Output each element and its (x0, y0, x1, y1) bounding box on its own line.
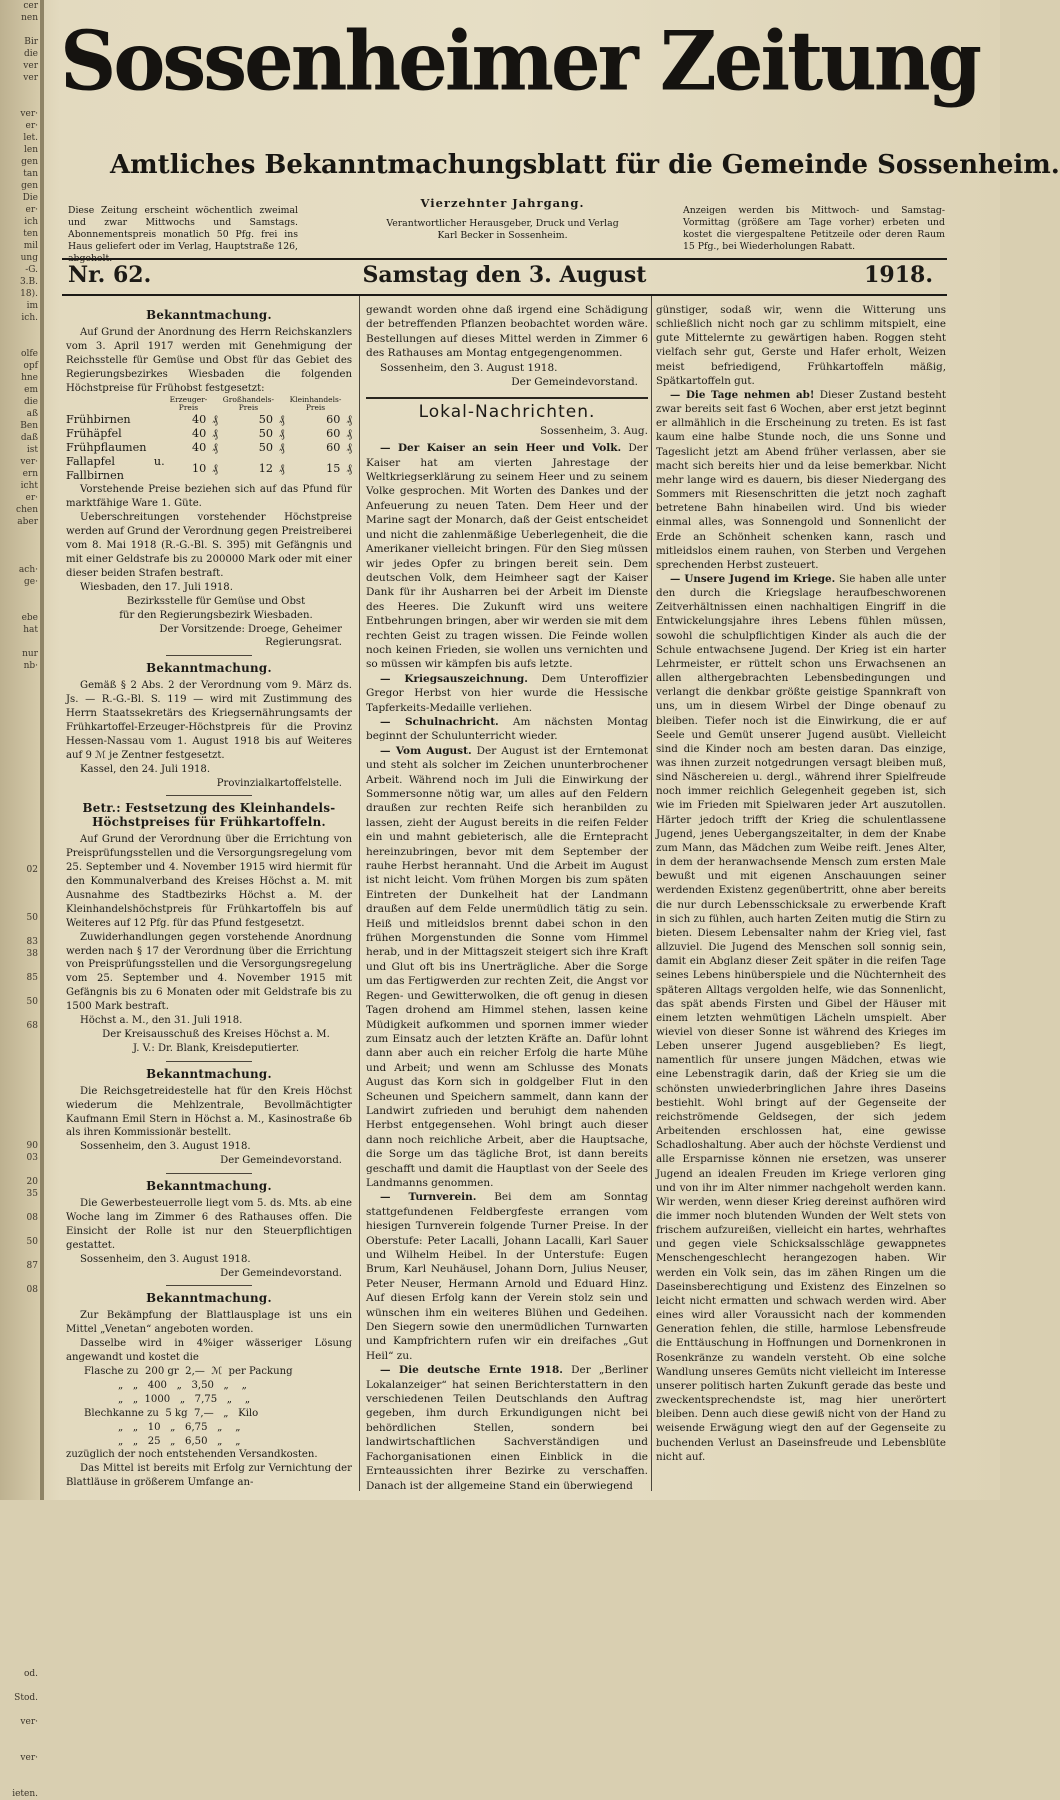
gutter-fragment (0, 1032, 40, 1044)
separator (166, 795, 252, 796)
news-item (366, 441, 648, 672)
gutter-fragment: gen (21, 157, 38, 167)
notice-signature: J. V.: Dr. Blank, Kreisdeputierter. (132, 1042, 300, 1054)
left-gutter-fragments (0, 0, 40, 1799)
gutter-fragment (0, 1764, 40, 1776)
gutter-fragment: 08 (26, 1285, 38, 1295)
notice-title: Betr.: Festsetzung des Kleinhandels-Höchstpreises für Frühkartoffeln. (82, 801, 336, 830)
notice-text: Zur Bekämpfung der Blattlausplage ist uns ein Mittel „Venetan“ angeboten worden. (66, 1310, 352, 1336)
notice-text: Das Mittel ist bereits mit Erfolg zur Vernichtung der Blattläuse in größerem Umfange an- (66, 1463, 352, 1489)
gutter-fragment: 50 (26, 997, 38, 1007)
price-item-name: Fallapfel u. Fallbirnen (66, 455, 165, 483)
gutter-fragment: hat (23, 625, 38, 635)
gutter-fragment (0, 1404, 40, 1416)
issue-year: 1918. (864, 262, 933, 288)
price-cell: ₰ (279, 413, 285, 427)
gutter-fragment: aber (17, 517, 38, 527)
gutter-fragment: 68 (26, 1021, 38, 1031)
gutter-fragment: ich. (21, 313, 38, 323)
section-dateline: Sossenheim, 3. Aug. (540, 424, 648, 437)
price-cell: 40 (191, 413, 207, 427)
gutter-fragment (0, 828, 40, 840)
gutter-fragment (0, 1368, 40, 1380)
gutter-fragment (0, 540, 40, 552)
gutter-fragment (0, 1044, 40, 1056)
gutter-fragment: tan (23, 169, 38, 179)
price-cell: 50 (258, 441, 274, 455)
notice-title: Bekanntmachung. (146, 661, 272, 676)
gutter-fragment (0, 1248, 40, 1260)
price-cell: ₰ (212, 427, 218, 441)
gutter-fragment: gen (21, 181, 38, 191)
gutter-fragment (0, 900, 40, 912)
product-price-line: Flasche zu 200 gr 2,— ℳ per Packung (84, 1366, 293, 1377)
price-cell: ₰ (212, 462, 218, 476)
gutter-fragment (0, 1080, 40, 1092)
news-text: günstiger, sodaß wir, wenn die Witterung uns schließlich nicht noch gar zu schlimm mitspielt, eine gute Mittelernte zu gewärtigen haben. Roggen steht vielfach sehr gut, Gerste und Hafer erholt, Weizen meist befriedigend, Frühkartoffeln mäßig, Spätkartoffeln gut. (656, 304, 946, 387)
gutter-fragment: ebe (21, 613, 38, 623)
gutter-fragment (0, 1524, 40, 1536)
price-row (66, 455, 352, 483)
gutter-fragment: 87 (26, 1261, 38, 1271)
notice-signature: für den Regierungsbezirk Wiesbaden. (119, 609, 313, 621)
gutter-fragment (0, 1308, 40, 1320)
gutter-fragment: icht (20, 481, 38, 491)
gutter-fragment (0, 24, 40, 36)
price-cell: 60 (326, 441, 341, 455)
news-item (366, 744, 648, 1191)
gutter-fragment (0, 1512, 40, 1524)
gutter-fragment (0, 1128, 40, 1140)
gutter-fragment (0, 708, 40, 720)
price-column-header: Großhandels-Preis (222, 395, 275, 413)
gutter-fragment (0, 852, 40, 864)
gutter-fragment: hne (21, 373, 38, 383)
gutter-fragment: olfe (21, 349, 38, 359)
gutter-fragment (0, 324, 40, 336)
gutter-fragment: daß (20, 433, 38, 443)
gutter-fragment (0, 1116, 40, 1128)
news-item (366, 1190, 648, 1363)
gutter-fragment: cer (23, 1, 38, 11)
price-cell: 50 (258, 413, 274, 427)
gutter-fragment (0, 1740, 40, 1752)
gutter-fragment: 18). (20, 289, 38, 299)
gutter-fragment (0, 528, 40, 540)
gutter-fragment (0, 1560, 40, 1572)
volume-label: Vierzehnter Jahrgang. (420, 196, 585, 210)
gutter-fragment (0, 1608, 40, 1620)
price-column-header (346, 395, 352, 413)
gutter-fragment: Ben (20, 421, 38, 431)
news-headline: — Unsere Jugend im Kriege. (670, 572, 836, 585)
gutter-fragment (0, 1008, 40, 1020)
notice-place: Sossenheim, den 3. August 1918. (380, 361, 558, 374)
gutter-fragment (0, 1548, 40, 1560)
notice-signature: Der Gemeindevorstand. (511, 376, 638, 389)
separator (166, 1173, 252, 1174)
gutter-fragment: opf (23, 361, 38, 371)
price-column-header: Kleinhandels-Preis (289, 395, 342, 413)
news-item (656, 572, 946, 1464)
publisher-line: Verantwortlicher Herausgeber, Druck und Verlag Karl Becker in Sossenheim. (386, 218, 619, 241)
gutter-fragment: 03 (26, 1153, 38, 1163)
separator (166, 1285, 252, 1286)
gutter-fragment: Die (22, 193, 38, 203)
gutter-fragment (0, 792, 40, 804)
gutter-fragment (0, 1332, 40, 1344)
gutter-fragment (0, 840, 40, 852)
issue-number: Nr. 62. (68, 262, 152, 288)
column-3 (656, 303, 946, 1464)
price-cell: 12 (258, 462, 274, 476)
price-row (66, 441, 352, 455)
product-price-line: „ „ 400 „ 3,50 „ „ (118, 1379, 247, 1391)
gutter-fragment (0, 876, 40, 888)
gutter-fragment (0, 1164, 40, 1176)
gutter-fragment: 83 (26, 937, 38, 947)
gutter-fragment: len (23, 145, 38, 155)
gutter-fragment (0, 84, 40, 96)
masthead-subtitle: Amtliches Bekanntmachungsblatt für die Gemeinde Sossenheim. (110, 150, 1060, 180)
gutter-fragment: aß (26, 409, 38, 419)
notice-text: Auf Grund der Verordnung über die Errichtung von Preisprüfungsstellen und die Versorgungsregelung vom 25. September und 4. November 1915 wird hiermit für den Kommunalverband des Kreises Höchst a. M. mit Ausnahme des Stadtbezirks Höchst a. M. der Kleinhandelshöchstpreis für Frühkartoffeln bis auf Weiteres auf 12 Pfg. für das Pfund festgesetzt. (66, 834, 352, 929)
news-headline: — Der Kaiser an sein Heer und Volk. (380, 442, 622, 455)
gutter-fragment (0, 96, 40, 108)
gutter-fragment: ver· (20, 1717, 38, 1727)
notice-signature: Der Vorsitzende: Droege, Geheimer Regierungsrat. (159, 623, 342, 649)
gutter-fragment (0, 1056, 40, 1068)
gutter-fragment: ver (23, 73, 38, 83)
gutter-fragment (0, 636, 40, 648)
gutter-fragment (0, 924, 40, 936)
gutter-fragment (0, 816, 40, 828)
gutter-fragment (0, 1344, 40, 1356)
gutter-fragment (0, 1632, 40, 1644)
gutter-fragment (0, 1392, 40, 1404)
gutter-fragment: chen (16, 505, 38, 515)
product-price-line: Blechkanne zu 5 kg 7,— „ Kilo (84, 1407, 259, 1419)
price-cell: ₰ (346, 413, 352, 427)
gutter-fragment: od. (23, 1669, 38, 1679)
gutter-fragment (0, 756, 40, 768)
gutter-fragment (0, 984, 40, 996)
gutter-fragment: 02 (26, 865, 38, 875)
news-headline: — Die Tage nehmen ab! (670, 388, 815, 401)
gutter-fragment (0, 1596, 40, 1608)
gutter-fragment: 90 (26, 1141, 38, 1151)
gutter-fragment: ist (26, 445, 38, 455)
gutter-fragment (0, 1068, 40, 1080)
gutter-fragment (0, 888, 40, 900)
gutter-fragment (0, 780, 40, 792)
gutter-fragment (0, 1104, 40, 1116)
news-headline: — Vom August. (380, 744, 472, 757)
news-text: Der Kaiser hat am vierten Jahrestage der Weltkriegserklärung zu seinem Heer und zu seinem Volke gesprochen. Mit Worten des Dankes und der Anfeuerung zu neuen Taten. Dem Heer und der Marine sagt der Monarch, daß der Geist entscheidet und nicht die zahlenmäßige Ueberlegenheit, die die Amerikaner vielleicht bringen. Für den Sieg müssen wir jedes Opfer zu bringen bereit sein. Dem deutschen Volk, dem Heimheer sagt der Kaiser Dank für ihr Ausharren bei der Arbeit im Dienste des Heeres. Die Zukunft wird uns weitere Entbehrungen bringen, aber wir werden sie mit dem rechten Geist zu tragen wissen. Die Feinde wollen noch keinen Frieden, sie wollen uns vernichten und so müssen wir kämpfen bis aufs letzte. (366, 442, 648, 671)
notice-signature: Der Gemeindevorstand. (220, 1267, 342, 1279)
gutter-fragment (0, 1476, 40, 1488)
gutter-fragment: ver· (20, 109, 38, 119)
gutter-fragment (0, 1440, 40, 1452)
price-cell: ₰ (279, 441, 285, 455)
gutter-fragment (0, 1416, 40, 1428)
price-cell: ₰ (212, 413, 218, 427)
price-cell: ₰ (279, 427, 285, 441)
price-header-row (66, 395, 352, 413)
gutter-fragment (0, 1656, 40, 1668)
masthead-title: Sossenheimer Zeitung (60, 13, 980, 110)
column-divider (359, 296, 360, 1491)
issue-date: Samstag den 3. August (362, 262, 647, 288)
column-divider (651, 296, 652, 1491)
gutter-fragment (0, 1200, 40, 1212)
notice-signature: Bezirksstelle für Gemüse und Obst (126, 595, 306, 607)
notice-title: Bekanntmachung. (146, 1291, 272, 1306)
news-item (366, 672, 648, 715)
gutter-fragment (0, 804, 40, 816)
gutter-fragment (0, 1296, 40, 1308)
gutter-fragment: 50 (26, 1237, 38, 1247)
notice-text: Ueberschreitungen vorstehender Höchstpreise werden auf Grund der Verordnung gegen Preistreiberei vom 8. Mai 1918 (R.-G.-Bl. S. 395) mit Gefängnis und mit einer Geldstrafe bis zu 200000 Mark oder mit einer dieser beiden Strafen bestraft. (66, 512, 352, 579)
gutter-fragment: er· (25, 205, 38, 215)
gutter-fragment (0, 744, 40, 756)
gutter-fragment: -G. (25, 265, 38, 275)
gutter-fragment: ieten. (12, 1789, 38, 1799)
gutter-fragment: 35 (26, 1189, 38, 1199)
notice-title: Bekanntmachung. (146, 1066, 272, 1081)
gutter-fragment (0, 1488, 40, 1500)
column-2 (366, 303, 648, 1493)
gutter-fragment (0, 1356, 40, 1368)
price-item-name: Frühpflaumen (66, 441, 147, 455)
gutter-fragment: 85 (26, 973, 38, 983)
gutter-fragment: 20 (26, 1177, 38, 1187)
price-cell: 10 (191, 462, 207, 476)
price-cell: ₰ (212, 441, 218, 455)
product-price-line: „ „ 25 „ 6,50 „ „ (118, 1435, 241, 1447)
price-cell: 40 (191, 441, 207, 455)
gutter-fragment: er· (25, 121, 38, 131)
section-divider (366, 397, 648, 399)
gutter-fragment: er· (25, 493, 38, 503)
notice-text: zuzüglich der noch entstehenden Versandkosten. (66, 1449, 318, 1461)
gutter-fragment (0, 672, 40, 684)
price-cell: 60 (326, 427, 341, 441)
news-headline: — Die deutsche Ernte 1918. (380, 1364, 563, 1377)
gutter-fragment (0, 1572, 40, 1584)
notice-text: Die Reichsgetreidestelle hat für den Kreis Höchst wiederum die Mehlzentrale, Bevollmächtigter Kaufmann Emil Stern in Höchst a. M., Kasinostraße 6b als ihren Kommissionär bestellt. (66, 1085, 352, 1139)
news-headline: — Kriegsauszeichnung. (380, 672, 528, 685)
separator (166, 1061, 252, 1062)
product-price-list (66, 1365, 352, 1448)
gutter-fragment: nur (22, 649, 38, 659)
news-text: Bei dem am Sonntag stattgefundenen Feldbergfeste errangen vom hiesigen Turnverein folgende Turner Preise. In der Oberstufe: Peter Lacalli, Johann Lacalli, Karl Sauer und Wilhelm Heibel. In der Unterstufe: Eugen Brum, Karl Neuhäusel, Johann Dorn, Julius Neuser, Peter Neuser, Hermann Arnold und Eduard Hinz. Auf diesen Erfolg kann der Verein stolz sein und wünschen ihm ein weiteres Blühen und Gedeihen. Den Siegern sowie den unermüdlichen Turnwarten und Kampfrichtern rufen wir ein dreifaches „Gut Heil“ zu. (366, 1191, 649, 1362)
gutter-fragment: ern (22, 469, 38, 479)
gutter-fragment: 08 (26, 1213, 38, 1223)
advertising-info: Anzeigen werden bis Mittwoch- und Samstag-Vormittag (größere am Tage vorher) erbeten und kostet die viergespaltene Petitzeile oder deren Raum 15 Pfg., bei Wiederholungen Rabatt. (683, 205, 945, 252)
gutter-fragment (0, 1584, 40, 1596)
news-item (366, 1363, 648, 1493)
price-column-header: Erzeuger-Preis (169, 395, 208, 413)
notice-signature: Der Gemeindevorstand. (220, 1155, 342, 1167)
publisher-info (375, 197, 630, 242)
notice-text: Die Gewerbesteuerrolle liegt vom 5. ds. Mts. ab eine Woche lang im Zimmer 6 des Rathauses offen. Die Einsicht der Rolle ist nur den Steuerpflichtigen gestattet. (66, 1198, 352, 1251)
gutter-fragment: ver· (20, 1753, 38, 1763)
gutter-fragment: im (26, 301, 38, 311)
gutter-fragment (0, 1704, 40, 1716)
notice-signature: Provinzialkartoffelstelle. (216, 777, 342, 789)
gutter-fragment: ich (24, 217, 38, 227)
subscription-info: Diese Zeitung erscheint wöchentlich zweimal und zwar Mittwochs und Samstags. Abonnementspreis monatlich 50 Pfg. frei ins Haus geliefert oder im Verlag, Hauptstraße 126, abgeholt. (68, 205, 298, 264)
notice-text: Auf Grund der Anordnung des Herrn Reichskanzlers vom 3. April 1917 werden mit Genehmigung der Reichsstelle für Gemüse und Obst für das Gebiet des Regierungsbezirkes Wiesbaden die folgenden Höchstpreise für Frühobst festgesetzt: (66, 326, 352, 394)
section-title-lokal-nachrichten: Lokal-Nachrichten. (418, 402, 596, 423)
gutter-fragment: ach· (18, 565, 38, 575)
notice-title: Bekanntmachung. (146, 308, 272, 322)
product-price-line: „ „ 10 „ 6,75 „ „ (118, 1421, 241, 1433)
notice-text: Zuwiderhandlungen gegen vorstehende Anordnung werden nach § 17 der Verordnung über die Errichtung von Preisprüfungsstellen und die Versorgungsregelung vom 25. September und 4. November 1915 mit Gefängnis bis zu 6 Monaten oder mit Geldstrafe bis zu 1500 Mark bestraft. (66, 931, 352, 1013)
notice-signature: Der Kreisausschuß des Kreises Höchst a. M. (102, 1028, 330, 1040)
gutter-fragment (0, 732, 40, 744)
column-1 (66, 303, 352, 1490)
gutter-fragment: em (24, 385, 38, 395)
gutter-fragment (0, 336, 40, 348)
gutter-fragment: ten (23, 229, 38, 239)
gutter-fragment (0, 696, 40, 708)
news-headline: — Turnverein. (380, 1191, 477, 1204)
price-cell: 15 (326, 462, 341, 476)
news-text: Dem Unteroffizier Gregor Herbst von hier wurde die Hessische Tapferkeits-Medaille verliehen. (366, 672, 648, 714)
gutter-fragment (0, 1320, 40, 1332)
dateline (62, 262, 947, 292)
gutter-fragment (0, 768, 40, 780)
gutter-fragment (0, 1500, 40, 1512)
gutter-fragment: die (24, 49, 38, 59)
gutter-fragment (0, 1224, 40, 1236)
notice-place: Höchst a. M., den 31. Juli 1918. (80, 1015, 243, 1027)
gutter-fragment (0, 1272, 40, 1284)
notice-title: Bekanntmachung. (146, 1179, 272, 1194)
gutter-fragment: 38 (26, 949, 38, 959)
price-table (66, 395, 352, 483)
price-cell: ₰ (346, 441, 352, 455)
gutter-fragment (0, 1728, 40, 1740)
price-column-header (66, 395, 165, 413)
gutter-fragment (0, 960, 40, 972)
gutter-fragment: nb· (23, 661, 38, 671)
gutter-fragment: nen (21, 13, 38, 23)
news-item (656, 388, 946, 572)
news-text: Der August ist der Erntemonat und steht als solcher im Zeichen ununterbrochener Arbeit. Während noch im Juli die Einwirkung der Sommersonne nötig war, um alles auf den Feldern draußen zur rechten Reife sich heranbilden zu lassen, zieht der August bereits in die reifen Felder ein und mahnt gebieterisch, alle die Erntepracht hereinzubringen, bevor mit dem September der rauhe Herbst herannaht. Und die Arbeit im August ist nicht leicht. Vom frühen Morgen bis zum späten Eintreten der Dunkelheit hat der Landmann draußen auf dem Felde unermüdlich tätig zu sein. Heiß und mitleidslos brennt dabei schon in den frühen Morgenstunden die Sonne vom Himmel herab, und in der Mittagszeit steigert sich ihre Kraft und Glut oft bis ins Unerträgliche. Aber die Sorge um das Fertigwerden zur rechten Zeit, die Angst vor Regen- und Gewitterwolken, die oft genug in diesen Tagen drohend am Himmel stehen, lassen keine Müdigkeit aufkommen und spornen immer wieder zum Einsatz auch der letzten Kräfte an. Dafür lohnt dann aber auch ein reicher Erfolg die harte Mühe und Arbeit; und wenn am Schlusse des Monats August das Korn sich in goldgelber Flut in den Scheunen und Speichern sammelt, dann kann der Landwirt zufrieden und beruhigt dem nahenden Herbst entgegensehen. Wohl bringt auch dieser dann noch reichliche Arbeit, aber die Hauptsache, die Sorge um das tägliche Brot, ist dann bereits geschafft und damit die Hauptlast von der Seele des Landmanns genommen. (366, 744, 649, 1189)
gutter-fragment (0, 1380, 40, 1392)
gutter-fragment (0, 1536, 40, 1548)
top-rule (62, 258, 947, 260)
gutter-fragment: ver (23, 61, 38, 71)
notice-place: Sossenheim, den 3. August 1918. (80, 1253, 251, 1265)
news-text: Am nächsten Montag beginnt der Schulunterricht wieder. (366, 715, 648, 743)
gutter-fragment (0, 1680, 40, 1692)
gutter-fragment: 50 (26, 913, 38, 923)
gutter-fragment: let. (23, 133, 38, 143)
product-price-line: „ „ 1000 „ 7,75 „ „ (118, 1393, 251, 1405)
gutter-fragment (0, 1464, 40, 1476)
gutter-fragment: Bir (24, 37, 38, 47)
gutter-fragment: die (24, 397, 38, 407)
price-cell: 40 (191, 427, 207, 441)
price-cell: ₰ (346, 427, 352, 441)
price-cell: 50 (258, 427, 274, 441)
notice-text: Vorstehende Preise beziehen sich auf das Pfund für marktfähige Ware 1. Güte. (66, 484, 352, 510)
news-headline: — Schulnachricht. (380, 715, 499, 728)
notice-text: gewandt worden ohne daß irgend eine Schädigung der betreffenden Pflanzen beobachtet worden wäre. Bestellungen auf dieses Mittel werden in Zimmer 6 des Rathauses am Montag entgegengenommen. (366, 304, 648, 360)
news-text: Dieser Zustand besteht zwar bereits seit fast 6 Wochen, aber erst jetzt beginnt er allmählich in die Erscheinung zu treten. Es ist fast kaum eine halbe Stunde noch, die uns Sonne und Tageslicht jetzt am Abend früher verlassen, aber sie macht sich bereits hier und da leise bemerkbar. Nicht mehr lange wird es dauern, bis dieser Niedergang des Sommers mit Riesenschritten die jetzt noch zaghaft betretene Bahn hinabeilen wird. Und bis wieder einmal alles, was Sonnengold und Sonnenlicht der Erde an Schönheit schenken kann, rasch und mitleidslos einem rauhen, von Sterben und Vergehen sprechenden Herbst zusteuert. (656, 388, 946, 571)
notice-text: Dasselbe wird in 4%iger wässeriger Lösung angewandt und kostet die (66, 1338, 352, 1364)
page-spine (40, 0, 44, 1500)
gutter-fragment (0, 1452, 40, 1464)
gutter-fragment (0, 552, 40, 564)
news-text: Sie haben alle unter den durch die Kriegslage heraufbeschworenen Zeitverhältnissen einen nachhaltigen Eingriff in die Entwickelungsjahre ihres Lebens fühlen müssen, sowohl die schulpflichtigen Kinder als auch die der Schule entwachsene Jugend. Der Krieg ist ein harter Lehrmeister, er rüttelt schon uns Erwachsenen an allen althergebrachten Lebensbedingungen und verlangt die denkbar größte geistige Spannkraft von uns, um in diesem Wirbel der Dinge obenauf zu bleiben. Tiefer noch ist die Einwirkung, die er auf Seele und Gemüt unserer Jugend ausübt. Vielleicht sind die Kinder noch am besten daran. Das einzige, was ihnen zurzeit notgedrungen versagt bleiben muß, sind Näschereien u. dergl., während ihrer Spielfreude noch immer reichlich Gelegenheit gegeben ist, sich wie im Frieden mit Spielwaren jeder Art auszutollen. Härter jedoch trifft der Krieg die schulentlassene Jugend, jenes Uebergangszeitalter, in dem der Knabe zum Mann, das Mädchen zum Weibe reift. Jenes Alter, in dem der heranwachsende Mensch zum ersten Male bewußt und mit eigenen Anschauungen seiner werdenden Existenz gegenübertritt, ohne aber bereits die nur durch Lebensschicksale zu erwerbende Kraft in sich zu fühlen, auch harten Zeiten mutig die Stirn zu bieten. Diesem Lebensalter nahm der Krieg viel, fast allzuviel. Die Jugend des Menschen soll sonnig sein, damit ein Abglanz dieser Zeit später in die reifen Tage seines Lebens hinüberspiele und die Nüchternheit des späteren Alltags vergolden helfe, wie das Sonnenlicht, das spät abends Firsten und Gibel der Häuser mit einem letzten wehmütigen Lächeln umspielt. Aber wieviel von dieser Sonne ist während des Krieges im Leben unserer Jugend ausgeblieben? Es liegt, namentlich für unsere jungen Mädchen, etwas wie eine Lebenstragik darin, daß der Krieg sie um die schönsten unwiederbringlichen Jahre ihres Daseins bestiehlt. Wohl bringt auf der Gegenseite der reichströmende Geldsegen, der sich jedem Arbeitenden erschlossen hat, eine gewisse Schadloshaltung. Aber auch der höchste Verdienst und alle Ersparnisse können nie ersetzen, was unserer Jugend an idealen Freuden im Kriege verloren ging und von ihr im Alter nimmer nachgeholt werden kann. Wir werden, wenn dieser Krieg dereinst aufhören wird die immer noch blutenden Wunden der Welt stets von frischem aufzureißen, vielleicht ein hartes, wehrhaftes und gegen viele Schicksalsschläge gewappnetes Menschengeschlecht herangezogen haben. Wir werden ein Volk sein, das im zähen Ringen um die Daseinsberechtigung und Existenz des Einzelnen so leicht nicht ermatten und schwach werden wird. Aber eines wird aller Voraussicht nach der kommenden Generation fehlen, die stille, harmlose Lebensfreude die Enttäuschung in Hoffnungen und Dornenkronen in Rosenkränze zu wandeln versteht. Ob eine solche Wandlung unseres Gemüts nicht vielleicht im Interesse unserer politisch harten Zukunft gerade das beste und zweckentsprechendste ist, mag hier unerörtert bleiben. Denn auch diese gewiß nicht von der Hand zu weisende Erwägung wiegt den auf der Gegenseite zu buchenden Verlust an Daseinsfreude und Lebensblüte nicht auf. (656, 572, 946, 1463)
gutter-fragment (0, 1428, 40, 1440)
gutter-fragment (0, 600, 40, 612)
gutter-fragment: ver· (20, 457, 38, 467)
gutter-fragment: ung (20, 253, 38, 263)
gutter-fragment (0, 684, 40, 696)
gutter-fragment: ge· (24, 577, 38, 587)
gutter-fragment (0, 1776, 40, 1788)
gutter-fragment: Stod. (14, 1693, 38, 1703)
price-cell: ₰ (346, 462, 352, 476)
gutter-fragment (0, 720, 40, 732)
notice-place: Sossenheim, den 3. August 1918. (80, 1141, 251, 1153)
news-item (366, 715, 648, 744)
notice-text: Gemäß § 2 Abs. 2 der Verordnung vom 9. März ds. Js. — R.-G.-Bl. S. 119 — wird mit Zustimmung des Herrn Staatssekretärs des Kriegsernährungsamts der Frühkartoffel-Erzeuger-Höchstpreis für die Provinz Hessen-Nassau vom 1. August 1918 bis auf Weiteres auf 9 ℳ je Zentner festgesetzt. (66, 680, 352, 761)
gutter-fragment: 3.B. (19, 277, 38, 287)
news-text: Der „Berliner Lokalanzeiger“ hat seinen Berichterstattern in den verschiedenen Teilen Deutschlands den Auftrag gegeben, ihm durch Erkundigungen nicht bei behördlichen Stellen, sondern bei landwirtschaftlichen Sachverständigen und Fachorganisationen einen Einblick in die Ernteaussichten ihrer Bezirke zu verschaffen. Danach ist der allgemeine Stand ein überwiegend (366, 1364, 648, 1492)
gutter-fragment (0, 1644, 40, 1656)
price-item-name: Frühbirnen (66, 413, 131, 427)
notice-place: Wiesbaden, den 17. Juli 1918. (80, 581, 233, 593)
price-row (66, 427, 352, 441)
gutter-fragment (0, 1092, 40, 1104)
gutter-fragment (0, 1620, 40, 1632)
separator (166, 655, 252, 656)
gutter-fragment (0, 588, 40, 600)
gutter-fragment: mil (23, 241, 38, 251)
price-row (66, 413, 352, 427)
bottom-rule (62, 294, 947, 296)
price-cell: 60 (326, 413, 341, 427)
price-cell: ₰ (279, 462, 285, 476)
notice-place: Kassel, den 24. Juli 1918. (80, 763, 211, 775)
price-item-name: Frühäpfel (66, 427, 122, 441)
